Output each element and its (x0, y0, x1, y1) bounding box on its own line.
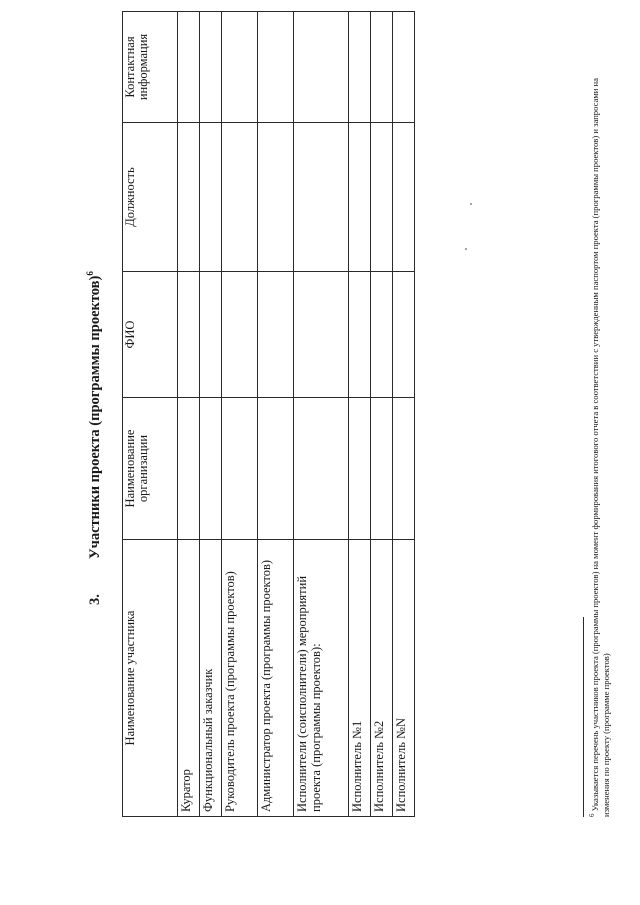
footnote-divider (583, 617, 584, 817)
table-cell (178, 123, 200, 272)
table-row (349, 12, 371, 817)
header-position: Должность (123, 123, 178, 272)
table-cell (222, 398, 258, 540)
table-row (178, 12, 200, 817)
table-cell (200, 123, 222, 272)
table-cell (258, 398, 294, 540)
table-cell (294, 123, 349, 272)
scan-speck (465, 248, 467, 250)
row-label-project-administrator: Администратор проекта (программы проектов) (258, 540, 294, 817)
table-cell (178, 398, 200, 540)
table-cell (349, 123, 371, 272)
table-cell (258, 12, 294, 123)
section-title: Участники проекта (программы проектов) (86, 275, 103, 559)
table-cell (393, 398, 415, 540)
table-cell (294, 272, 349, 398)
header-organization-name: Наименование организации (123, 398, 178, 540)
table-row (294, 12, 349, 817)
table-cell (349, 272, 371, 398)
table-cell (393, 123, 415, 272)
table-header-row (123, 12, 178, 817)
participants-table (122, 11, 415, 817)
row-label-curator: Куратор (178, 540, 200, 817)
table-row (393, 12, 415, 817)
footnote-marker: 6 (588, 813, 596, 817)
table-cell (222, 12, 258, 123)
header-full-name: ФИО (123, 272, 178, 398)
footnote-reference: 6 (85, 271, 95, 276)
table-cell (258, 272, 294, 398)
table-cell (349, 12, 371, 123)
table-cell (222, 272, 258, 398)
table-row (200, 12, 222, 817)
row-label-executor-1: Исполнитель №1 (349, 540, 371, 817)
table-cell (294, 398, 349, 540)
table-cell (349, 398, 371, 540)
table-cell (222, 123, 258, 272)
footnote (588, 47, 612, 817)
section-heading (85, 205, 104, 605)
row-label-project-manager: Руководитель проекта (программы проектов) (222, 540, 258, 817)
table-cell (294, 12, 349, 123)
table-cell (258, 123, 294, 272)
table-cell (371, 12, 393, 123)
row-label-executor-n: Исполнитель №N (393, 540, 415, 817)
table-cell (200, 272, 222, 398)
row-label-functional-customer: Функциональный заказчик (200, 540, 222, 817)
table-cell (393, 12, 415, 123)
table-cell (371, 398, 393, 540)
header-contact-info: Контактная информация (123, 12, 178, 123)
table-row (258, 12, 294, 817)
footnote-text: Указывается перечень участников проекта (программы проектов) на момент формирования итогового отчета в соответствии с утвержденным паспортом проекта (программы проектов) и запросами на изменения по проекту (программе проектов) (589, 78, 612, 817)
table-row (222, 12, 258, 817)
table-cell (200, 398, 222, 540)
header-participant-name: Наименование участника (123, 540, 178, 817)
row-label-executor-2: Исполнитель №2 (371, 540, 393, 817)
section-number: 3. (86, 594, 103, 605)
table-cell (393, 272, 415, 398)
table-cell (200, 12, 222, 123)
table-cell (178, 12, 200, 123)
table-cell (371, 123, 393, 272)
scan-speck (470, 203, 472, 205)
row-label-executors: Исполнители (соисполнители) мероприятий проекта (программы проектов): (294, 540, 349, 817)
table-row (371, 12, 393, 817)
table-cell (371, 272, 393, 398)
table-cell (178, 272, 200, 398)
